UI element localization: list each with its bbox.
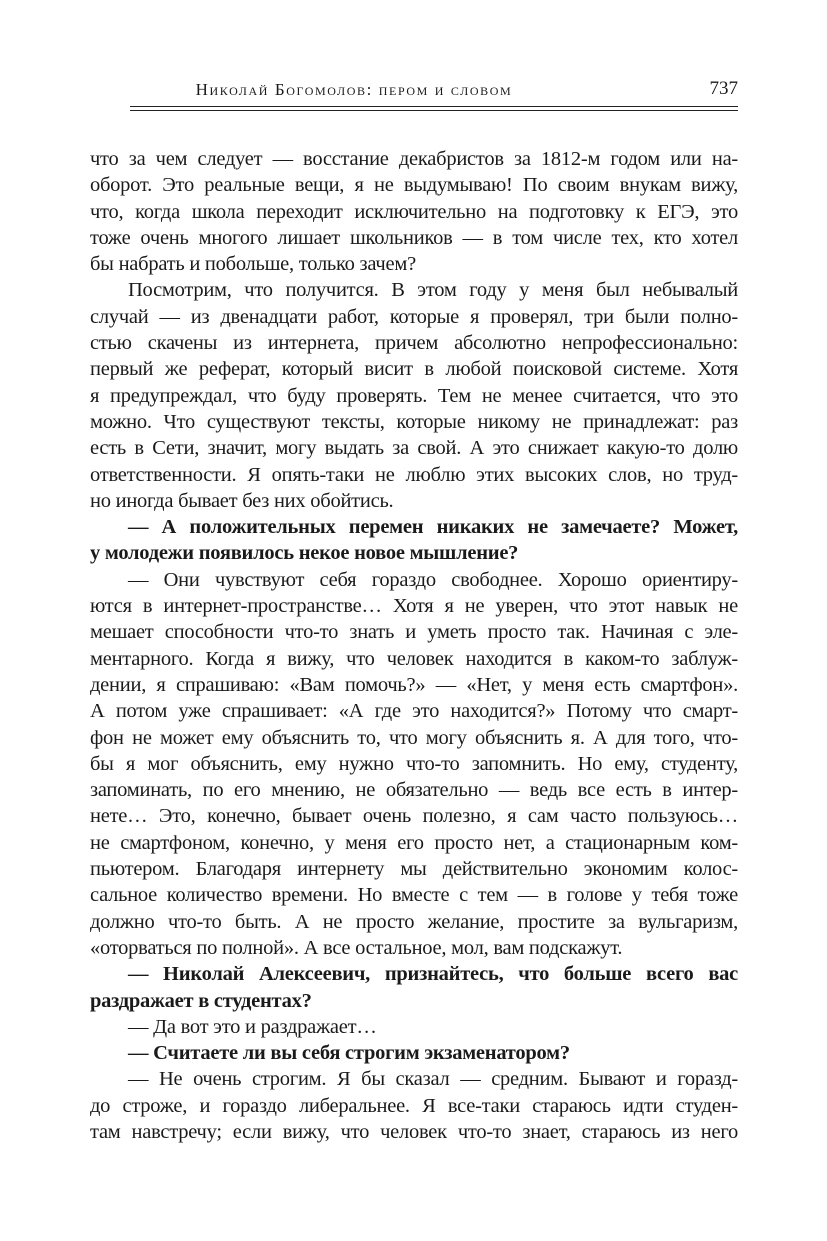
page-number: 737 bbox=[709, 78, 738, 99]
question-line: — Николай Алексеевич, признайтесь, что больше всего вас bbox=[128, 963, 738, 986]
text-line: ответственности. Я опять-таки не люблю этих высоких слов, но труд- bbox=[90, 463, 738, 486]
text-line: не смартфоном, конечно, у меня его просто нет, а стационарным ком- bbox=[90, 831, 738, 854]
header-rule-top bbox=[130, 106, 738, 107]
text-line: «оторваться по полной». А все остальное, мол, вам подскажут. bbox=[90, 936, 623, 959]
text-line: ются в интернет-пространстве… Хотя я не уверен, что этот навык не bbox=[90, 595, 738, 618]
text-line: но иногда бывает без них обойтись. bbox=[90, 489, 394, 512]
answer-line: — Да вот это и раздражает… bbox=[128, 1015, 377, 1038]
text-line: мешает способности что-то знать и уметь просто так. Начиная с эле- bbox=[90, 621, 738, 644]
answer-line: — Они чувствуют себя гораздо свободнее. Хорошо ориентиру- bbox=[128, 568, 738, 591]
answer-line: — Не очень строгим. Я бы сказал — средним. Бывают и горазд- bbox=[128, 1068, 738, 1091]
text-line: дении, я спрашиваю: «Вам помочь?» — «Нет, у меня есть смартфон». bbox=[90, 673, 738, 696]
body-text bbox=[90, 146, 738, 1145]
text-line: должно что-то быть. А не просто желание, простите за вульгаризм, bbox=[90, 910, 738, 933]
question-line: — А положительных перемен никаких не замечаете? Может, bbox=[128, 516, 738, 539]
text-line: сальное количество времени. Но вместе с тем — в голове у тебя тоже bbox=[90, 884, 738, 907]
question-line: — Считаете ли вы себя строгим экзаменатором? bbox=[128, 1042, 570, 1065]
text-line: запоминать, по его мнению, не обязательно — ведь все есть в интер- bbox=[90, 779, 738, 802]
text-line: случай — из двенадцати работ, которые я проверял, три были полно- bbox=[90, 305, 738, 328]
text-line: ментарного. Когда я вижу, что человек находится в каком-то заблуж- bbox=[90, 647, 738, 670]
text-line: можно. Что существуют тексты, которые никому не принадлежат: раз bbox=[90, 410, 738, 433]
text-line: пьютером. Благодаря интернету мы действительно экономим колос- bbox=[90, 858, 738, 881]
text-line: фон не может ему объяснить то, что могу объяснить я. А для того, что- bbox=[90, 726, 738, 749]
question-line: у молодежи появилось некое новое мышление? bbox=[90, 542, 519, 565]
running-title: Николай Богомолов: пером и словом bbox=[195, 80, 513, 99]
text-line: бы я мог объяснить, ему нужно что-то запомнить. Но ему, студенту, bbox=[90, 752, 738, 775]
text-line: тоже очень многого лишает школьников — в том числе тех, кто хотел bbox=[90, 226, 738, 249]
text-line: стью скачены из интернета, причем абсолютно непрофессионально: bbox=[90, 332, 738, 355]
text-line: А потом уже спрашивает: «А где это находится?» Потому что смарт- bbox=[90, 700, 738, 723]
text-line: я предупреждал, что буду проверять. Тем не менее считается, что это bbox=[90, 384, 738, 407]
text-line: Посмотрим, что получится. В этом году у меня был небывалый bbox=[128, 279, 738, 302]
text-line: первый же реферат, который висит в любой поисковой системе. Хотя bbox=[90, 358, 738, 381]
text-line: оборот. Это реальные вещи, я не выдумываю! По своим внукам вижу, bbox=[90, 174, 738, 197]
question-line: раздражает в студентах? bbox=[90, 989, 312, 1012]
running-head bbox=[90, 78, 738, 104]
text-line: что за чем следует — восстание декабристов за 1812-м годом или на- bbox=[90, 148, 738, 170]
header-rule-bottom bbox=[130, 110, 738, 111]
text-line: нете… Это, конечно, бывает очень полезно, я сам часто пользуюсь… bbox=[90, 805, 738, 828]
text-line: что, когда школа переходит исключительно на подготовку к ЕГЭ, это bbox=[90, 200, 738, 223]
text-line: до строже, и гораздо либеральнее. Я все-таки стараюсь идти студен- bbox=[90, 1094, 738, 1117]
text-line: бы набрать и побольше, только зачем? bbox=[90, 253, 416, 276]
text-line: там навстречу; если вижу, что человек что-то знает, стараюсь из него bbox=[90, 1120, 738, 1143]
text-line: есть в Сети, значит, могу выдать за свой. А это снижает какую-то долю bbox=[90, 437, 738, 460]
